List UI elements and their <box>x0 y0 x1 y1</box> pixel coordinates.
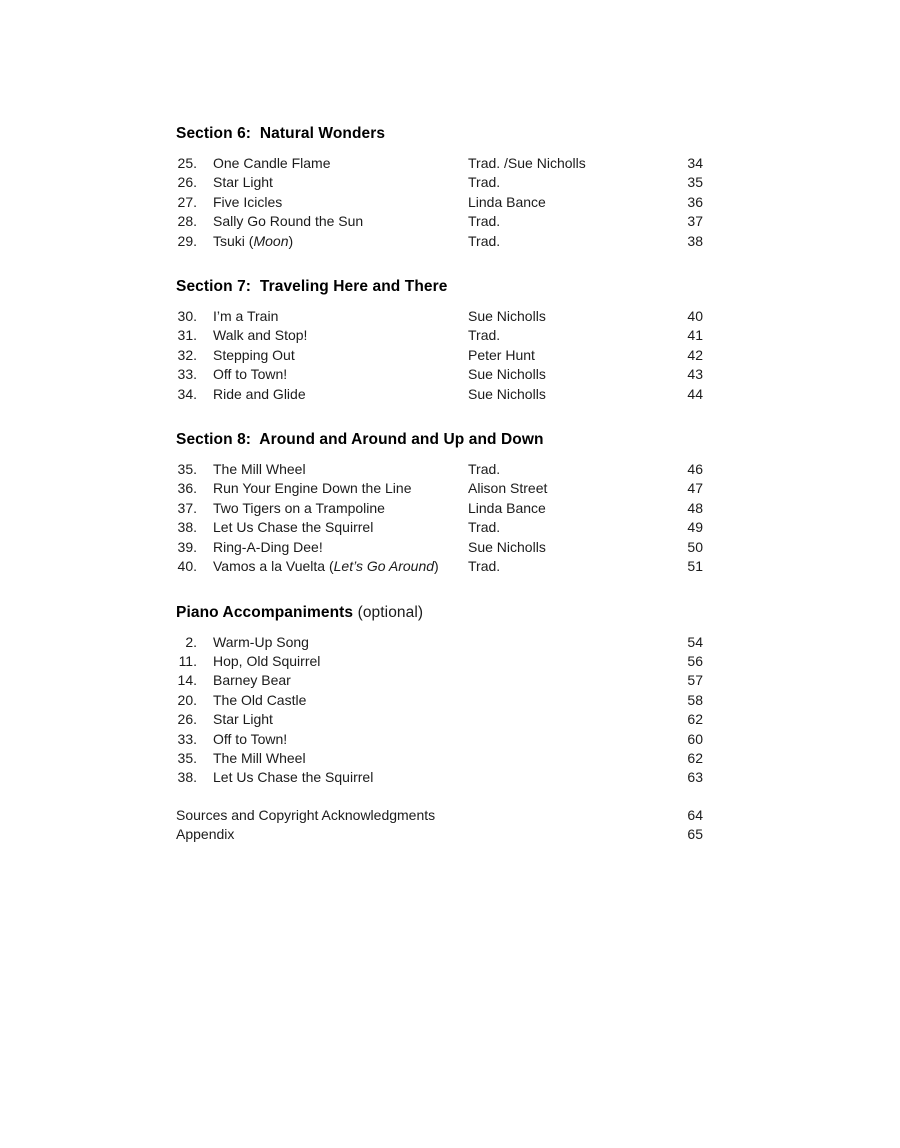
footer-row <box>176 825 703 844</box>
section-heading <box>176 430 703 450</box>
item-page: 49 <box>687 519 703 536</box>
section-heading-text: Section 8: Around and Around and Up and Down <box>176 431 544 449</box>
toc-row <box>176 385 703 404</box>
item-title <box>213 307 468 326</box>
item-title <box>213 710 468 729</box>
item-number: 38. <box>177 519 197 536</box>
item-page: 51 <box>687 558 703 575</box>
item-page: 56 <box>687 652 703 669</box>
toc-row <box>176 193 703 212</box>
item-page: 62 <box>687 711 703 728</box>
item-page: 37 <box>687 213 703 230</box>
item-composer: Linda Bance <box>468 193 546 210</box>
item-number: 26. <box>177 174 197 191</box>
item-number: 36. <box>177 480 197 497</box>
item-title-text: Run Your Engine Down the Line <box>213 480 412 497</box>
toc-section <box>176 430 703 576</box>
item-number: 39. <box>177 538 197 555</box>
item-composer: Trad. <box>468 213 501 230</box>
item-page: 43 <box>687 366 703 383</box>
item-title-text: Walk and Stop! <box>213 327 308 344</box>
item-title <box>213 691 468 710</box>
item-number: 40. <box>177 558 197 575</box>
section-heading <box>176 603 703 623</box>
toc-row <box>176 652 703 671</box>
item-title-text: The Mill Wheel <box>213 749 306 766</box>
item-title <box>213 499 468 518</box>
item-title-text: Let Us Chase the Squirrel <box>213 769 374 786</box>
item-title-post: ) <box>434 558 439 575</box>
item-title <box>213 518 468 537</box>
toc-section <box>176 603 703 788</box>
toc-footer <box>176 806 703 845</box>
item-title-text: Let Us Chase the Squirrel <box>213 519 374 536</box>
item-number: 27. <box>177 193 197 210</box>
section-heading-suffix: (optional) <box>357 603 424 621</box>
item-title-text: Hop, Old Squirrel <box>213 652 321 669</box>
item-composer: Sue Nicholls <box>468 538 546 555</box>
toc-row <box>176 479 703 498</box>
item-title-text: Warm-Up Song <box>213 633 309 650</box>
toc-page <box>176 124 703 845</box>
item-number: 11. <box>178 652 197 669</box>
item-page: 41 <box>687 327 703 344</box>
toc-section <box>176 124 703 251</box>
toc-row <box>176 173 703 192</box>
section-rows <box>176 633 703 788</box>
item-title-text: The Mill Wheel <box>213 461 306 478</box>
section-heading-text: Section 6: Natural Wonders <box>176 125 386 142</box>
footer-page: 65 <box>687 826 703 843</box>
item-number: 26. <box>177 711 197 728</box>
item-title <box>213 749 468 768</box>
item-title <box>213 479 468 498</box>
item-page: 60 <box>687 730 703 747</box>
toc-row <box>176 691 703 710</box>
section-heading-text: Piano Accompaniments <box>176 603 354 621</box>
item-page: 54 <box>687 633 703 650</box>
toc-row <box>176 768 703 787</box>
item-number: 34. <box>177 385 197 402</box>
item-page: 58 <box>687 691 703 708</box>
section-heading <box>176 124 703 144</box>
item-title <box>213 232 468 251</box>
toc-row <box>176 154 703 173</box>
item-title-text: Off to Town! <box>213 366 288 383</box>
item-page: 47 <box>687 480 703 497</box>
item-number: 14. <box>177 672 197 689</box>
item-page: 34 <box>687 155 703 171</box>
toc-row <box>176 499 703 518</box>
item-title-italic: Let’s Go Around <box>333 558 435 575</box>
toc-row <box>176 518 703 537</box>
item-composer: Sue Nicholls <box>468 366 546 383</box>
toc-row <box>176 212 703 231</box>
item-title <box>213 173 468 192</box>
item-number: 20. <box>177 691 197 708</box>
item-title <box>213 154 468 173</box>
item-title <box>213 538 468 557</box>
footer-title: Appendix <box>176 826 235 843</box>
item-composer: Trad. <box>468 174 501 191</box>
item-number: 35. <box>177 749 197 766</box>
item-composer: Alison Street <box>468 480 548 497</box>
item-title <box>213 652 468 671</box>
item-composer: Sue Nicholls <box>468 308 546 325</box>
item-title-text: I’m a Train <box>213 308 279 325</box>
item-title-text: One Candle Flame <box>213 155 331 171</box>
item-number: 31. <box>177 327 197 344</box>
item-composer: Trad. <box>468 327 501 344</box>
toc-row <box>176 460 703 479</box>
item-title-text: Barney Bear <box>213 672 291 689</box>
item-number: 25. <box>177 155 197 171</box>
item-page: 63 <box>687 769 703 786</box>
item-title <box>213 460 468 479</box>
item-title-text: Sally Go Round the Sun <box>213 213 364 230</box>
item-title <box>213 633 468 652</box>
item-title <box>213 346 468 365</box>
toc-row <box>176 730 703 749</box>
item-composer: Sue Nicholls <box>468 385 546 402</box>
item-title <box>213 671 468 690</box>
item-page: 44 <box>687 385 703 402</box>
item-title-text: Star Light <box>213 174 273 191</box>
section-heading-text: Section 7: Traveling Here and There <box>176 278 448 296</box>
toc-row <box>176 710 703 729</box>
item-composer: Trad. /Sue Nicholls <box>468 155 586 171</box>
item-page: 38 <box>687 232 703 249</box>
toc-row <box>176 749 703 768</box>
section-rows <box>176 154 703 251</box>
item-composer: Trad. <box>468 232 501 249</box>
item-title-text: Tsuki ( <box>213 232 254 249</box>
item-number: 32. <box>177 346 197 363</box>
item-page: 35 <box>687 174 703 191</box>
item-number: 29. <box>177 232 197 249</box>
toc-row <box>176 557 703 576</box>
toc-row <box>176 671 703 690</box>
item-title <box>213 365 468 384</box>
item-number: 28. <box>177 213 197 230</box>
item-page: 40 <box>687 308 703 325</box>
item-page: 36 <box>687 193 703 210</box>
section-rows <box>176 307 703 404</box>
item-page: 46 <box>687 461 703 478</box>
item-page: 57 <box>687 672 703 689</box>
toc-row <box>176 232 703 251</box>
footer-title: Sources and Copyright Acknowledgments <box>176 806 436 823</box>
item-title-text: Star Light <box>213 711 273 728</box>
item-title-italic: Moon <box>253 232 289 249</box>
section-rows <box>176 460 703 576</box>
toc-row <box>176 633 703 652</box>
item-title <box>213 212 468 231</box>
item-page: 48 <box>687 499 703 516</box>
item-title <box>213 730 468 749</box>
item-page: 50 <box>687 538 703 555</box>
item-number: 33. <box>177 730 197 747</box>
toc-row <box>176 346 703 365</box>
item-composer: Linda Bance <box>468 499 546 516</box>
toc-row <box>176 365 703 384</box>
item-title-text: Ring-A-Ding Dee! <box>213 538 323 555</box>
item-composer: Trad. <box>468 558 501 575</box>
item-composer: Trad. <box>468 519 501 536</box>
section-heading <box>176 277 703 297</box>
item-page: 42 <box>687 346 703 363</box>
item-title <box>213 385 468 404</box>
item-title-text: Stepping Out <box>213 346 295 363</box>
item-number: 33. <box>177 366 197 383</box>
item-title-text: Off to Town! <box>213 730 288 747</box>
item-composer: Peter Hunt <box>468 346 535 363</box>
item-title <box>213 326 468 345</box>
item-number: 2. <box>185 633 197 650</box>
item-title <box>213 557 468 576</box>
item-number: 30. <box>177 308 197 325</box>
footer-page: 64 <box>687 806 703 823</box>
item-composer: Trad. <box>468 461 501 478</box>
toc-row <box>176 307 703 326</box>
item-title-text: Two Tigers on a Trampoline <box>213 499 385 516</box>
item-number: 35. <box>177 461 197 478</box>
item-title <box>213 193 468 212</box>
item-page: 62 <box>687 749 703 766</box>
toc-row <box>176 538 703 557</box>
item-title-text: Five Icicles <box>213 193 283 210</box>
item-title <box>213 768 468 787</box>
item-number: 38. <box>177 769 197 786</box>
toc-section <box>176 277 703 404</box>
item-number: 37. <box>177 499 197 516</box>
item-title-post: ) <box>288 232 294 249</box>
item-title-text: The Old Castle <box>213 691 307 708</box>
footer-row <box>176 806 703 825</box>
toc-row <box>176 326 703 345</box>
item-title-text: Ride and Glide <box>213 385 306 402</box>
item-title-text: Vamos a la Vuelta ( <box>213 558 334 575</box>
